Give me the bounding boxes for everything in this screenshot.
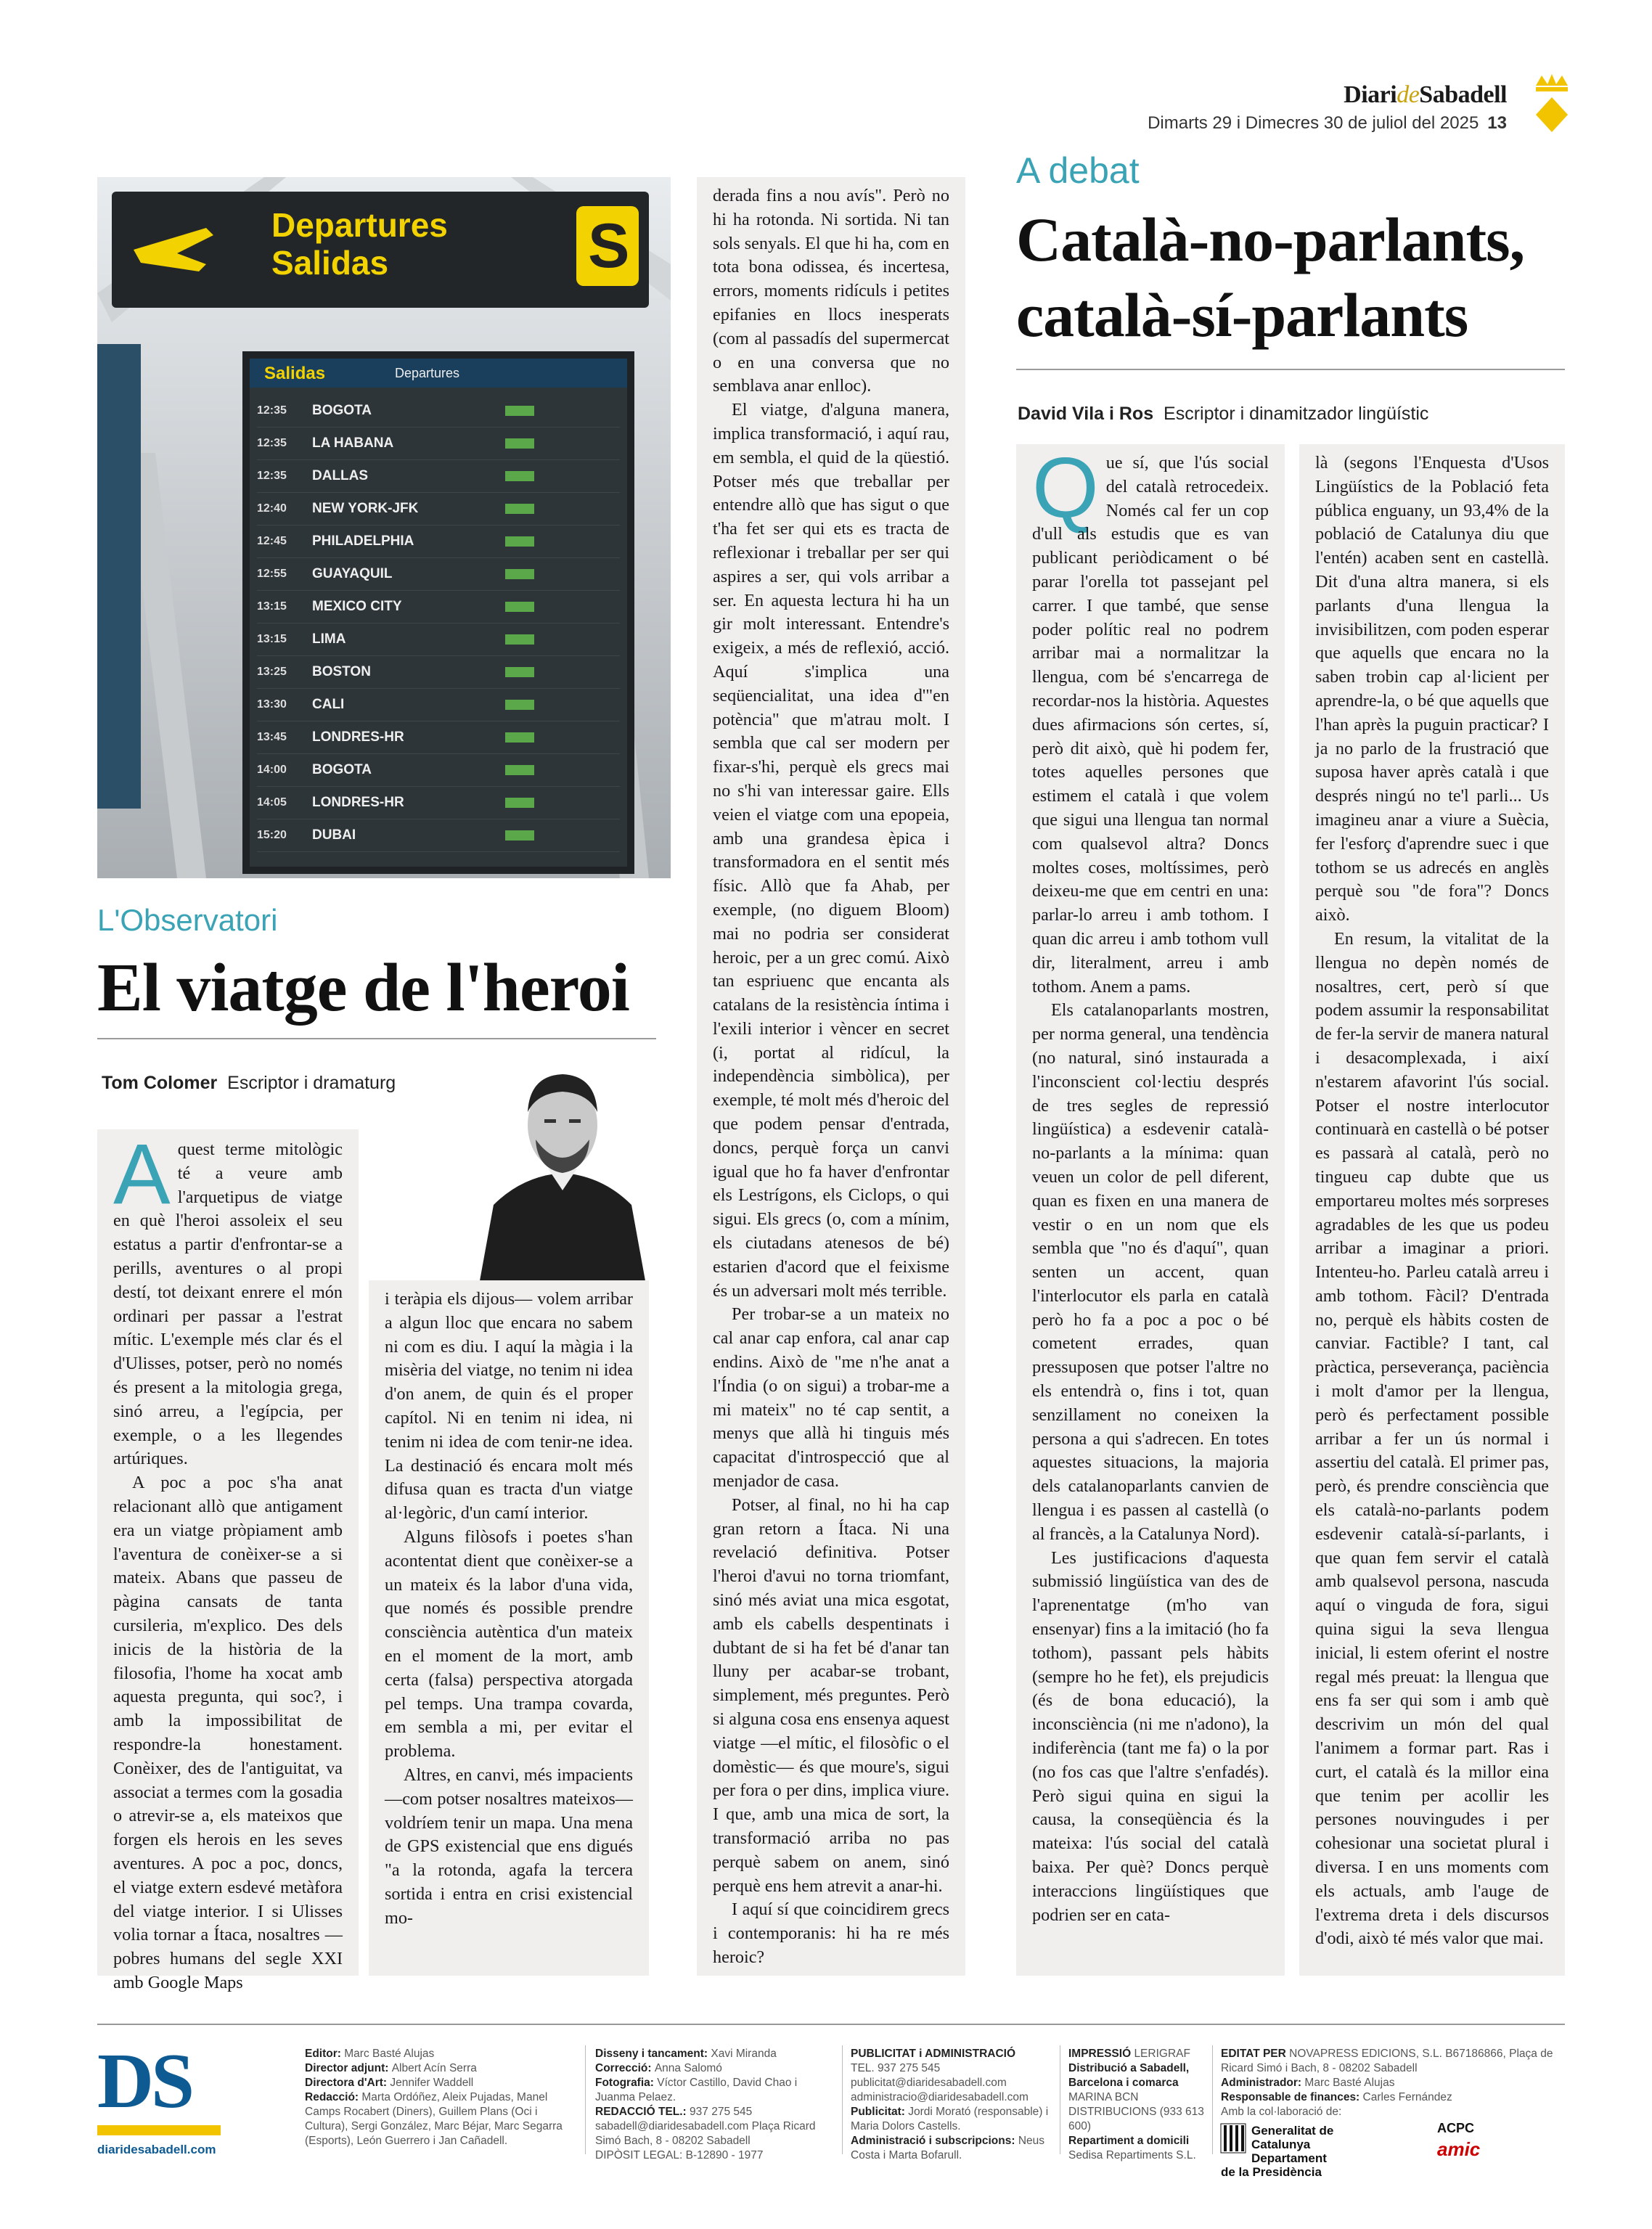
board-row bbox=[257, 558, 620, 591]
newspaper-brand: DiarideSabadell bbox=[1344, 81, 1507, 108]
board-status-mark bbox=[505, 504, 534, 514]
photo-sign-letter: S bbox=[588, 211, 630, 281]
left-kicker: L'Observatori bbox=[97, 903, 278, 937]
footer-credits-advertising bbox=[851, 2047, 1054, 2163]
footer-credit-line: Amb la col·laboració de: bbox=[1221, 2106, 1342, 2118]
right-dropcap: Q bbox=[1032, 440, 1099, 536]
board-time: 13:45 bbox=[257, 731, 287, 743]
board-row bbox=[257, 460, 620, 493]
board-time: 13:25 bbox=[257, 666, 287, 678]
right-col1-p1: ue sí, que l'ús social del català retrocedeix. Només cal fer un cop d'ull als estudis que es van publicant periòdicament o bé parar l'orella tot passejant pel carrer. I que també, que sense poder polític real no podrem arribar mai a normalitzar la llengua, com bé s'encarrega de recordar-nos la història. Aquestes dues afirmacions són certes, sí, però dit això, què hi podem fer, totes aquelles persones que estimem el català i que volem que sigui una llengua tan normal com qualsevol altra? Doncs moltes coses, moltíssimes, però deixeu-me que em centri en una: parlar-lo arreu i amb tothom. I quan dic arreu i amb tothom vull dir, literalment, arreu i amb tothom. Anem a pams. bbox=[1032, 453, 1269, 997]
footer-credits-design bbox=[595, 2047, 835, 2163]
left-col1-p1: quest terme mitològic té a veure amb l'arquetipus de viatge en què l'heroi assoleix el seu estatus a partir d'enfrontar-se a perills, aventures o al propi destí, tot deixant enrere el món ordinari per passar a l'estrat mític. L'exemple més clar és el d'Ulisses, potser, però no només és present a la mitologia grega, sinó arreu, a l'egípcia, per exemple, o a les llegendes artúriques. bbox=[113, 1140, 343, 1469]
board-destination: BOGOTA bbox=[312, 403, 372, 418]
page-number: 13 bbox=[1487, 113, 1507, 133]
board-status-mark bbox=[505, 830, 534, 841]
date: Dimarts 29 i Dimecres 30 de juliol del 2025 bbox=[1148, 113, 1479, 133]
board-row bbox=[257, 656, 620, 689]
board-destination: DUBAI bbox=[312, 827, 356, 843]
board-time: 13:15 bbox=[257, 600, 287, 613]
board-row bbox=[257, 428, 620, 460]
footer-credits-publisher bbox=[1221, 2047, 1565, 2119]
board-destination: BOSTON bbox=[312, 664, 371, 679]
board-row bbox=[257, 787, 620, 819]
ds-logo: DS bbox=[97, 2038, 192, 2124]
board-destination: LONDRES-HR bbox=[312, 729, 404, 745]
author-photo bbox=[479, 1045, 646, 1285]
board-row bbox=[257, 623, 620, 656]
footer-credit-line: DIPÒSIT LEGAL: B-12890 - 1977 bbox=[595, 2149, 764, 2161]
ds-logo-bar bbox=[97, 2125, 221, 2135]
board-header-1: Salidas bbox=[264, 364, 326, 383]
footer-credit-line: PUBLICITAT i ADMINISTRACIÓ bbox=[851, 2048, 1016, 2060]
board-row bbox=[257, 591, 620, 623]
left-article-column-1 bbox=[97, 1126, 359, 1992]
board-time: 14:00 bbox=[257, 764, 287, 776]
crest-icon bbox=[1532, 73, 1572, 138]
board-row bbox=[257, 493, 620, 525]
right-title-line-1: Català-no-parlants, bbox=[1016, 205, 1525, 274]
right-col1-p2: Els catalanoparlants mostren, per norma general, una tendència (no natural, sinó instaurada a l'inconscient col·lectiu després de tres segles de repressió lingüística) a esdevenir català-no-parlants a la mínima: quan veuen un color de pell diferent, quan es fixen en una manera de vestir o en un nom que els sembla que "no és d'aquí", quan senten un accent, quan l'interlocutor els parla en català però ho fa a poc a poc o bé cometent errades, quan pressuposen que potser l'altre no els entendrà o, fins i tot, quan senzillament no coneixen la persona a qui s'adrecen. En totes aquestes situacions, la majoria dels catalanoparlants canvien de llengua i es passen al castellà (o al francès, a la Catalunya Nord). bbox=[1032, 1000, 1269, 1544]
left-col2-p3: Altres, en canvi, més impacients —com potser nosaltres mateixos— voldríem tenir un mapa. Una mena de GPS existencial que ens digués "a la rotonda, agafa la tercera sortida i entra en crisi existencial mo- bbox=[385, 1764, 633, 1928]
board-destination: GUAYAQUIL bbox=[312, 566, 393, 581]
photo-sign-text: Departures Salidas bbox=[271, 206, 448, 282]
board-time: 15:20 bbox=[257, 829, 287, 841]
board-row bbox=[257, 689, 620, 721]
footer-credit-line: Directora d'Art: Jennifer Waddell bbox=[305, 2077, 474, 2089]
board-status-mark bbox=[505, 700, 534, 710]
board-destination: PHILADELPHIA bbox=[312, 533, 414, 549]
board-status-mark bbox=[505, 765, 534, 775]
board-status-mark bbox=[505, 602, 534, 612]
right-col2-p1: là (segons l'Enquesta d'Usos Lingüístics de la Població feta pública enguany, un 93,4% de la població de Catalunya diu que l'entén) acaben sent en castellà. Dit d'una altra manera, si els parlants d'una llengua la invisibilitzen, com poden esperar que aquells que encara no la saben trobin cap al·licient per aprendre-la, o bé que aquells que l'han après la puguin practicar? I ja no parlo de la frustració que suposa haver après català i que després ningú no te'l parli... Us imagineu anar a viure a Suècia, fer l'esforç d'aprendre suec i que tothom se us adrecés en anglès perquè sou "de fora"? Doncs això. bbox=[1315, 453, 1549, 925]
footer-credit-line: Editor: Marc Basté Alujas bbox=[305, 2048, 435, 2060]
right-kicker: A debat bbox=[1016, 150, 1140, 191]
right-article-column-2 bbox=[1299, 444, 1565, 1976]
site-url[interactable]: diaridesabadell.com bbox=[97, 2143, 216, 2156]
board-row bbox=[257, 721, 620, 754]
footer-credit-line: IMPRESSIÓ LERIGRAF bbox=[1068, 2048, 1190, 2060]
board-destination: CALI bbox=[312, 697, 345, 712]
board-time: 13:15 bbox=[257, 633, 287, 645]
board-time: 12:40 bbox=[257, 502, 287, 515]
footer-credit-line: Fotografia: Víctor Castillo, David Chao i Juanma Pelaez. bbox=[595, 2077, 798, 2103]
left-col2-p2: Alguns filòsofs i poetes s'han acontentat dient que conèixer-se a un mateix és la labor d'una vida, que només és possible prendre consciència autèntica d'un mateix en el moment de la mort, amb certa (falsa) perspectiva atorgada pel temps. Una trampa covarda, em sembla a mi, per evitar el problema. bbox=[385, 1526, 633, 1762]
right-byline bbox=[1018, 404, 1428, 425]
author-portrait bbox=[479, 1045, 646, 1285]
footer-credit-line: Distribució a Sabadell, Barcelona i comarca MARINA BCN DISTRIBUCIONS (933 613 600) bbox=[1068, 2062, 1204, 2132]
footer-credit-line: Repartiment a domicili Sedisa Repartiments S.L. bbox=[1068, 2135, 1196, 2161]
board-destination: NEW YORK-JFK bbox=[312, 501, 419, 516]
right-title-rule bbox=[1016, 369, 1565, 370]
footer-credit-line: Correcció: Anna Salomó bbox=[595, 2062, 722, 2074]
board-status-mark bbox=[505, 438, 534, 449]
left-article-column-3 bbox=[697, 177, 965, 1976]
right-col2-p2: En resum, la vitalitat de la llengua no depèn només de nosaltres, cert, però sí que podem assumir la responsabilitat de fer-la servir de manera natural i desacomplexada, i així n'estarem afavorint l'ús social. Potser el nostre interlocutor continuarà en castellà o bé potser es passarà al català, però no tingueu cap dubte que us emportareu moltes més sorpreses agradables de les que us podeu arribar a imaginar a priori. Intenteu-ho. Parleu català arreu i amb tothom. Fàcil? D'entrada no, perquè els hàbits costen de canviar. Factible? I tant, cal pràctica, perseverança, paciència i molt d'amor per la llengua, però és perfectament possible arribar a fer un ús normal i assertiu del català. El primer pas, però, és prendre consciència que els català-no-parlants podem esdevenir català-sí-parlants, i que quan fem servir el català amb qualsevol persona, nascuda aquí o vinguda de fora, sigui quina sigui la seva llengua inicial, li estem oferint el nostre regal més preuat: la llengua que ens fa ser qui som i amb què descrivim un món del qual l'animem a formar part. Ras i curt, el català és la millor eina que tenim per acollir les persones nouvingudes i per cohesionar una societat plural i diversa. I en uns moments com els actuals, amb l'auge de l'extrema dreta i dels discursos d'odi, això té més valor que mai. bbox=[1315, 928, 1549, 1949]
right-author-role: Escriptor i dinamitzador lingüístic bbox=[1164, 404, 1429, 424]
board-status-mark bbox=[505, 667, 534, 677]
left-col3-p2: El viatge, d'alguna manera, implica transformació, i aquí rau, em sembla, el quid de la qüestió. Potser més que treballar per entendre allò que has sigut o que t'ha fet ser qui ets es tracta de reflexionar i treballar per ser qui aspires a ser, qui vols arribar a ser. En aquesta lectura hi ha un gir molt interessant. Entendre's exigeix, a més de reflexió, acció. Aquí s'implica una seqüencialitat, una idea d'"en potència" que m'atrau molt. I sembla que cal ser modern per fixar-s'hi, perquè els grecs mai no s'hi van interessar gaire. Ells veien el viatge com una epopeia, amb una grandesa èpica i transformadora en el sentit més físic. Allò que fa Ahab, per exemple, (no diguem Bloom) mai no podria ser considerat heroic, per a un grec comú. Això tan espriuenc que encanta als catalans de la resistència íntima i l'exili interior i vèncer en secret (i, portat al ridícul, la independència simbòlica), per exemple, té molt més d'heroic del que podem pensar d'entrada, doncs, perquè força un canvi igual que ho fa haver d'enfrontar els Lestrígons, els Ciclops, o qui sigui. Els grecs (o, com a mínim, els ciutadans atenesos de bé) estarien d'acord que el feixisme és un adversari molt més terrible. bbox=[713, 400, 949, 1301]
left-col3-p3: Per trobar-se a un mateix no cal anar cap enfora, cal anar cap endins. Això de "me n'he anat a l'Índia (o on sigui) a trobar-me a mi mateix" no té cap sentit, a menys que allà hi tinguis més capacitat d'introspecció que al menjador de casa. bbox=[713, 1304, 949, 1492]
board-time: 12:35 bbox=[257, 437, 287, 449]
footer-credit-line: Disseny i tancament: Xavi Miranda bbox=[595, 2048, 777, 2060]
board-destination: LONDRES-HR bbox=[312, 795, 404, 810]
right-title-line-2: català-sí-parlants bbox=[1016, 280, 1468, 350]
left-col3-p4: Potser, al final, no hi ha cap gran retorn a Ítaca. Ni una revelació definitiva. Potser l'heroi d'avui no torna triomfant, sinó més aviat una mica esgotat, amb els cabells despentinats i dubtant de si ha fet bé d'anar tan lluny per acabar-se trobant, simplement, més preguntes. Però si alguna cosa ens ensenya aquest viatge —el mític, el filosòfic o el domèstic— és que moure's, sigui per fora o per dins, implica viure. I que, amb una mica de sort, la transformació arriba no pas perquè sabem on anem, sinó perquè ens hem atrevit a anar-hi. bbox=[713, 1494, 949, 1896]
board-destination: DALLAS bbox=[312, 468, 369, 483]
board-status-mark bbox=[505, 732, 534, 743]
footer-credit-line: REDACCIÓ TEL.: 937 275 545 sabadell@diaridesabadell.com Plaça Ricard Simó Bach, 8 - 08202 Sabadell bbox=[595, 2106, 816, 2147]
footer-credit-line: Responsable de finances: Carles Fernández bbox=[1221, 2091, 1452, 2103]
board-row bbox=[257, 819, 620, 852]
acpc-logo: ACPC bbox=[1437, 2121, 1475, 2135]
dateline bbox=[1148, 113, 1507, 134]
left-col3-p1: derada fins a nou avís". Però no hi ha rotonda. Ni sortida. Ni tan sols senyals. El que hi ha, com en tota bona odissea, és incertesa, errors, moments ridículs i petites epifanies en llocs inesperats (com al passadís del supermercat o en una conversa que no semblava anar enlloc). bbox=[713, 186, 949, 396]
left-col2-p1: i teràpia els dijous— volem arribar a algun lloc que encara no sabem ni com es diu. I aquí la màgia i la misèria del viatge, no tenim ni idea d'on anem, de quin és el proper capítol. Ni en tenim ni idea, ni tenim ni idea de com tenir-ne idea. La destinació és encara molt més difusa quan es tracta d'un viatge al·legòric, d'un camí interior. bbox=[385, 1289, 633, 1524]
footer-credit-line: Administrador: Marc Basté Alujas bbox=[1221, 2077, 1395, 2089]
board-header-2: Departures bbox=[395, 366, 460, 380]
board-row bbox=[257, 525, 620, 558]
left-byline bbox=[102, 1073, 396, 1094]
footer-credit-line: Publicitat: Jordi Morató (responsable) i Maria Dolors Castells. bbox=[851, 2106, 1049, 2132]
board-time: 14:05 bbox=[257, 796, 287, 809]
board-destination: BOGOTA bbox=[312, 762, 372, 777]
left-author-role: Escriptor i dramaturg bbox=[227, 1073, 396, 1093]
footer-credits-editorial bbox=[305, 2047, 573, 2148]
board-time: 12:35 bbox=[257, 404, 287, 417]
footer-separator bbox=[585, 2045, 586, 2154]
board-status-mark bbox=[505, 798, 534, 808]
board-row bbox=[257, 754, 620, 787]
board-destination: MEXICO CITY bbox=[312, 599, 402, 614]
gencat-logo: Generalitat de Catalunya Departament de la Presidència bbox=[1221, 2124, 1334, 2179]
footer-separator bbox=[842, 2045, 843, 2154]
footer-rule bbox=[97, 2024, 1565, 2025]
board-status-mark bbox=[505, 406, 534, 416]
footer-credit-line: Administració i subscripcions: Neus Costa i Marta Bofarull. bbox=[851, 2135, 1045, 2161]
footer-credit-line: Director adjunt: Albert Acín Serra bbox=[305, 2062, 477, 2074]
board-status-mark bbox=[505, 634, 534, 645]
board-rows bbox=[257, 395, 620, 852]
left-col1-p2: A poc a poc s'ha anat relacionant allò que antigament era un viatge pròpiament amb l'aventura de conèixer-se a si mateix. Abans que passeu de pàgina cansats de tanta cursileria, m'explico. Des dels inicis de la història de la filosofia, l'home ha xocat amb aquesta pregunta, qui soc?, i amb la impossibilitat de respondre-la honestament. Conèixer, des de l'antiguitat, va associat a termes com la gosadia o atrevir-se a, els mateixos que forgen els herois en les seves aventures. A poc a poc, doncs, el viatge extern esdevé metàfora del viatge interior. I si Ulisses volia tornar a Ítaca, nosaltres —pobres humans del segle XXI amb Google Maps bbox=[113, 1473, 343, 1992]
amic-logo: amic bbox=[1437, 2138, 1481, 2160]
footer-separator bbox=[1212, 2045, 1213, 2154]
footer-credit-line: EDITAT PER NOVAPRESS EDICIONS, S.L. B67186866, Plaça de Ricard Simó i Bach, 8 - 08202 Sabadell bbox=[1221, 2048, 1553, 2074]
board-time: 12:55 bbox=[257, 568, 287, 580]
board-time: 12:35 bbox=[257, 470, 287, 482]
airport-departures-photo bbox=[97, 177, 671, 878]
right-author: David Vila i Ros bbox=[1018, 404, 1154, 424]
right-article-column-1 bbox=[1016, 440, 1285, 1976]
left-dropcap: A bbox=[113, 1126, 171, 1222]
board-row bbox=[257, 395, 620, 428]
board-status-mark bbox=[505, 569, 534, 579]
gencat-flag-icon bbox=[1221, 2124, 1246, 2153]
board-time: 12:45 bbox=[257, 535, 287, 547]
board-destination: LA HABANA bbox=[312, 435, 394, 451]
footer-credit-line: Redacció: Marta Ordóñez, Aleix Pujadas, Manel Camps Rocabert (Diners), Guillem Plans (Oci i Cultura), Sergi González, Marc Béjar, Marc Segarra (Esports), León Guerrero i Jan Cañadell. bbox=[305, 2091, 563, 2147]
right-col1-p3: Les justificacions d'aquesta submissió lingüística van des de l'aprenentatge (m'ho van ensenyar) fins a la imitació (ho fa tothom), passant pels hàbits (sempre ho he fet), els prejudicis (és de bona educació), la inconsciència (ni me n'adono), la indiferència (tant me fa) o la por (no fos cas que l'altre s'enfadés). Però sigui quina en sigui la causa, la conseqüència és la mateixa: l'ús social del català baixa. Per què? Doncs perquè interaccions lingüístiques que podrien ser en cata- bbox=[1032, 1547, 1269, 1925]
left-col3-p5: I aquí sí que coincidirem grecs i contemporanis: hi ha re més heroic? bbox=[713, 1899, 949, 1967]
left-author: Tom Colomer bbox=[102, 1073, 218, 1093]
board-status-mark bbox=[505, 536, 534, 547]
board-status-mark bbox=[505, 471, 534, 481]
footer-credit-line: TEL. 937 275 545 publicitat@diaridesabadell.com administracio@diaridesabadell.com bbox=[851, 2062, 1029, 2103]
left-article-column-2 bbox=[369, 1280, 649, 1976]
board-time: 13:30 bbox=[257, 698, 287, 711]
right-title bbox=[1016, 202, 1524, 353]
footer-credits-printing bbox=[1068, 2047, 1206, 2163]
board-destination: LIMA bbox=[312, 631, 346, 647]
left-title-rule bbox=[97, 1038, 656, 1039]
left-title: El viatge de l'heroi bbox=[97, 950, 629, 1026]
